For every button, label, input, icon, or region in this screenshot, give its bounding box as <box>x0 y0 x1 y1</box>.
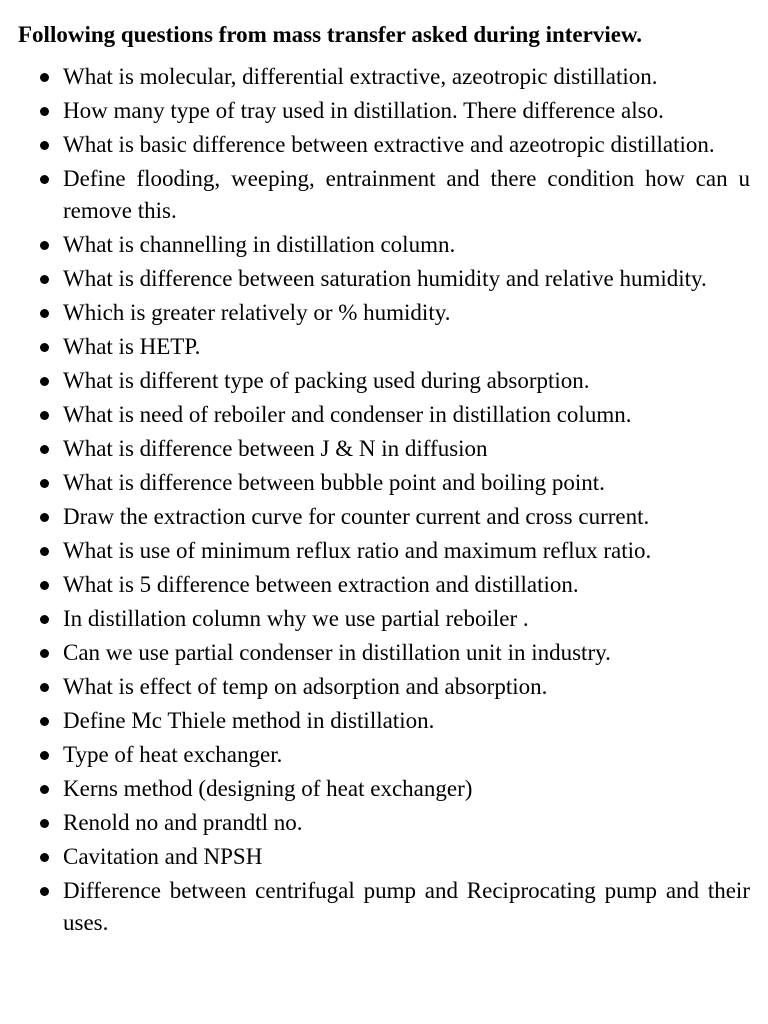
bullet-icon <box>40 309 49 318</box>
question-text: Define Mc Thiele method in distillation. <box>63 708 435 733</box>
list-item <box>0 297 768 329</box>
list-item <box>0 739 768 771</box>
list-item <box>0 467 768 499</box>
question-text: Define flooding, weeping, entrainment and there condition how can u remove this. <box>63 166 750 223</box>
question-text: How many type of tray used in distillation. There difference also. <box>63 98 664 123</box>
list-item <box>0 705 768 737</box>
bullet-icon <box>40 377 49 386</box>
bullet-icon <box>40 547 49 556</box>
question-list <box>0 61 768 941</box>
question-text: Difference between centrifugal pump and Reciprocating pump and their uses. <box>63 878 750 935</box>
bullet-icon <box>40 649 49 658</box>
list-item <box>0 263 768 295</box>
bullet-icon <box>40 717 49 726</box>
bullet-icon <box>40 141 49 150</box>
bullet-icon <box>40 887 49 896</box>
question-text: What is need of reboiler and condenser in distillation column. <box>63 402 632 427</box>
question-text: What is difference between bubble point and boiling point. <box>63 470 605 495</box>
bullet-icon <box>40 479 49 488</box>
bullet-icon <box>40 445 49 454</box>
question-text: What is channelling in distillation column. <box>63 232 456 257</box>
list-item <box>0 501 768 533</box>
bullet-icon <box>40 683 49 692</box>
bullet-icon <box>40 853 49 862</box>
list-item <box>0 773 768 805</box>
list-item <box>0 399 768 431</box>
question-text: Can we use partial condenser in distillation unit in industry. <box>63 640 611 665</box>
question-text: What is different type of packing used during absorption. <box>63 368 590 393</box>
question-text: What is difference between J & N in diffusion <box>63 436 488 461</box>
bullet-icon <box>40 343 49 352</box>
question-text: Kerns method (designing of heat exchanger) <box>63 776 473 801</box>
bullet-icon <box>40 275 49 284</box>
list-item <box>0 603 768 635</box>
question-text: What is effect of temp on adsorption and absorption. <box>63 674 548 699</box>
question-text: What is 5 difference between extraction and distillation. <box>63 572 579 597</box>
list-item <box>0 95 768 127</box>
bullet-icon <box>40 175 49 184</box>
bullet-icon <box>40 73 49 82</box>
question-text: In distillation column why we use partial reboiler . <box>63 606 529 631</box>
list-item <box>0 569 768 601</box>
question-text: Cavitation and NPSH <box>63 844 263 869</box>
bullet-icon <box>40 513 49 522</box>
list-item <box>0 163 768 227</box>
page-title: Following questions from mass transfer asked during interview. <box>18 22 643 47</box>
question-text: What is use of minimum reflux ratio and maximum reflux ratio. <box>63 538 652 563</box>
list-item <box>0 365 768 397</box>
question-text: Draw the extraction curve for counter current and cross current. <box>63 504 650 529</box>
list-item <box>0 433 768 465</box>
bullet-icon <box>40 819 49 828</box>
bullet-icon <box>40 411 49 420</box>
question-text: What is basic difference between extractive and azeotropic distillation. <box>63 132 715 157</box>
bullet-icon <box>40 107 49 116</box>
bullet-icon <box>40 581 49 590</box>
bullet-icon <box>40 785 49 794</box>
question-text: What is molecular, differential extractive, azeotropic distillation. <box>63 64 658 89</box>
question-text: Type of heat exchanger. <box>63 742 283 767</box>
list-item <box>0 637 768 669</box>
list-item <box>0 331 768 363</box>
list-item <box>0 841 768 873</box>
bullet-icon <box>40 615 49 624</box>
list-item <box>0 875 768 939</box>
bullet-icon <box>40 241 49 250</box>
list-item <box>0 671 768 703</box>
list-item <box>0 129 768 161</box>
question-text: What is HETP. <box>63 334 201 359</box>
list-item <box>0 535 768 567</box>
question-text: What is difference between saturation humidity and relative humidity. <box>63 266 707 291</box>
question-text: Renold no and prandtl no. <box>63 810 303 835</box>
bullet-icon <box>40 751 49 760</box>
list-item <box>0 61 768 93</box>
list-item <box>0 807 768 839</box>
question-text: Which is greater relatively or % humidity. <box>63 300 451 325</box>
list-item <box>0 229 768 261</box>
